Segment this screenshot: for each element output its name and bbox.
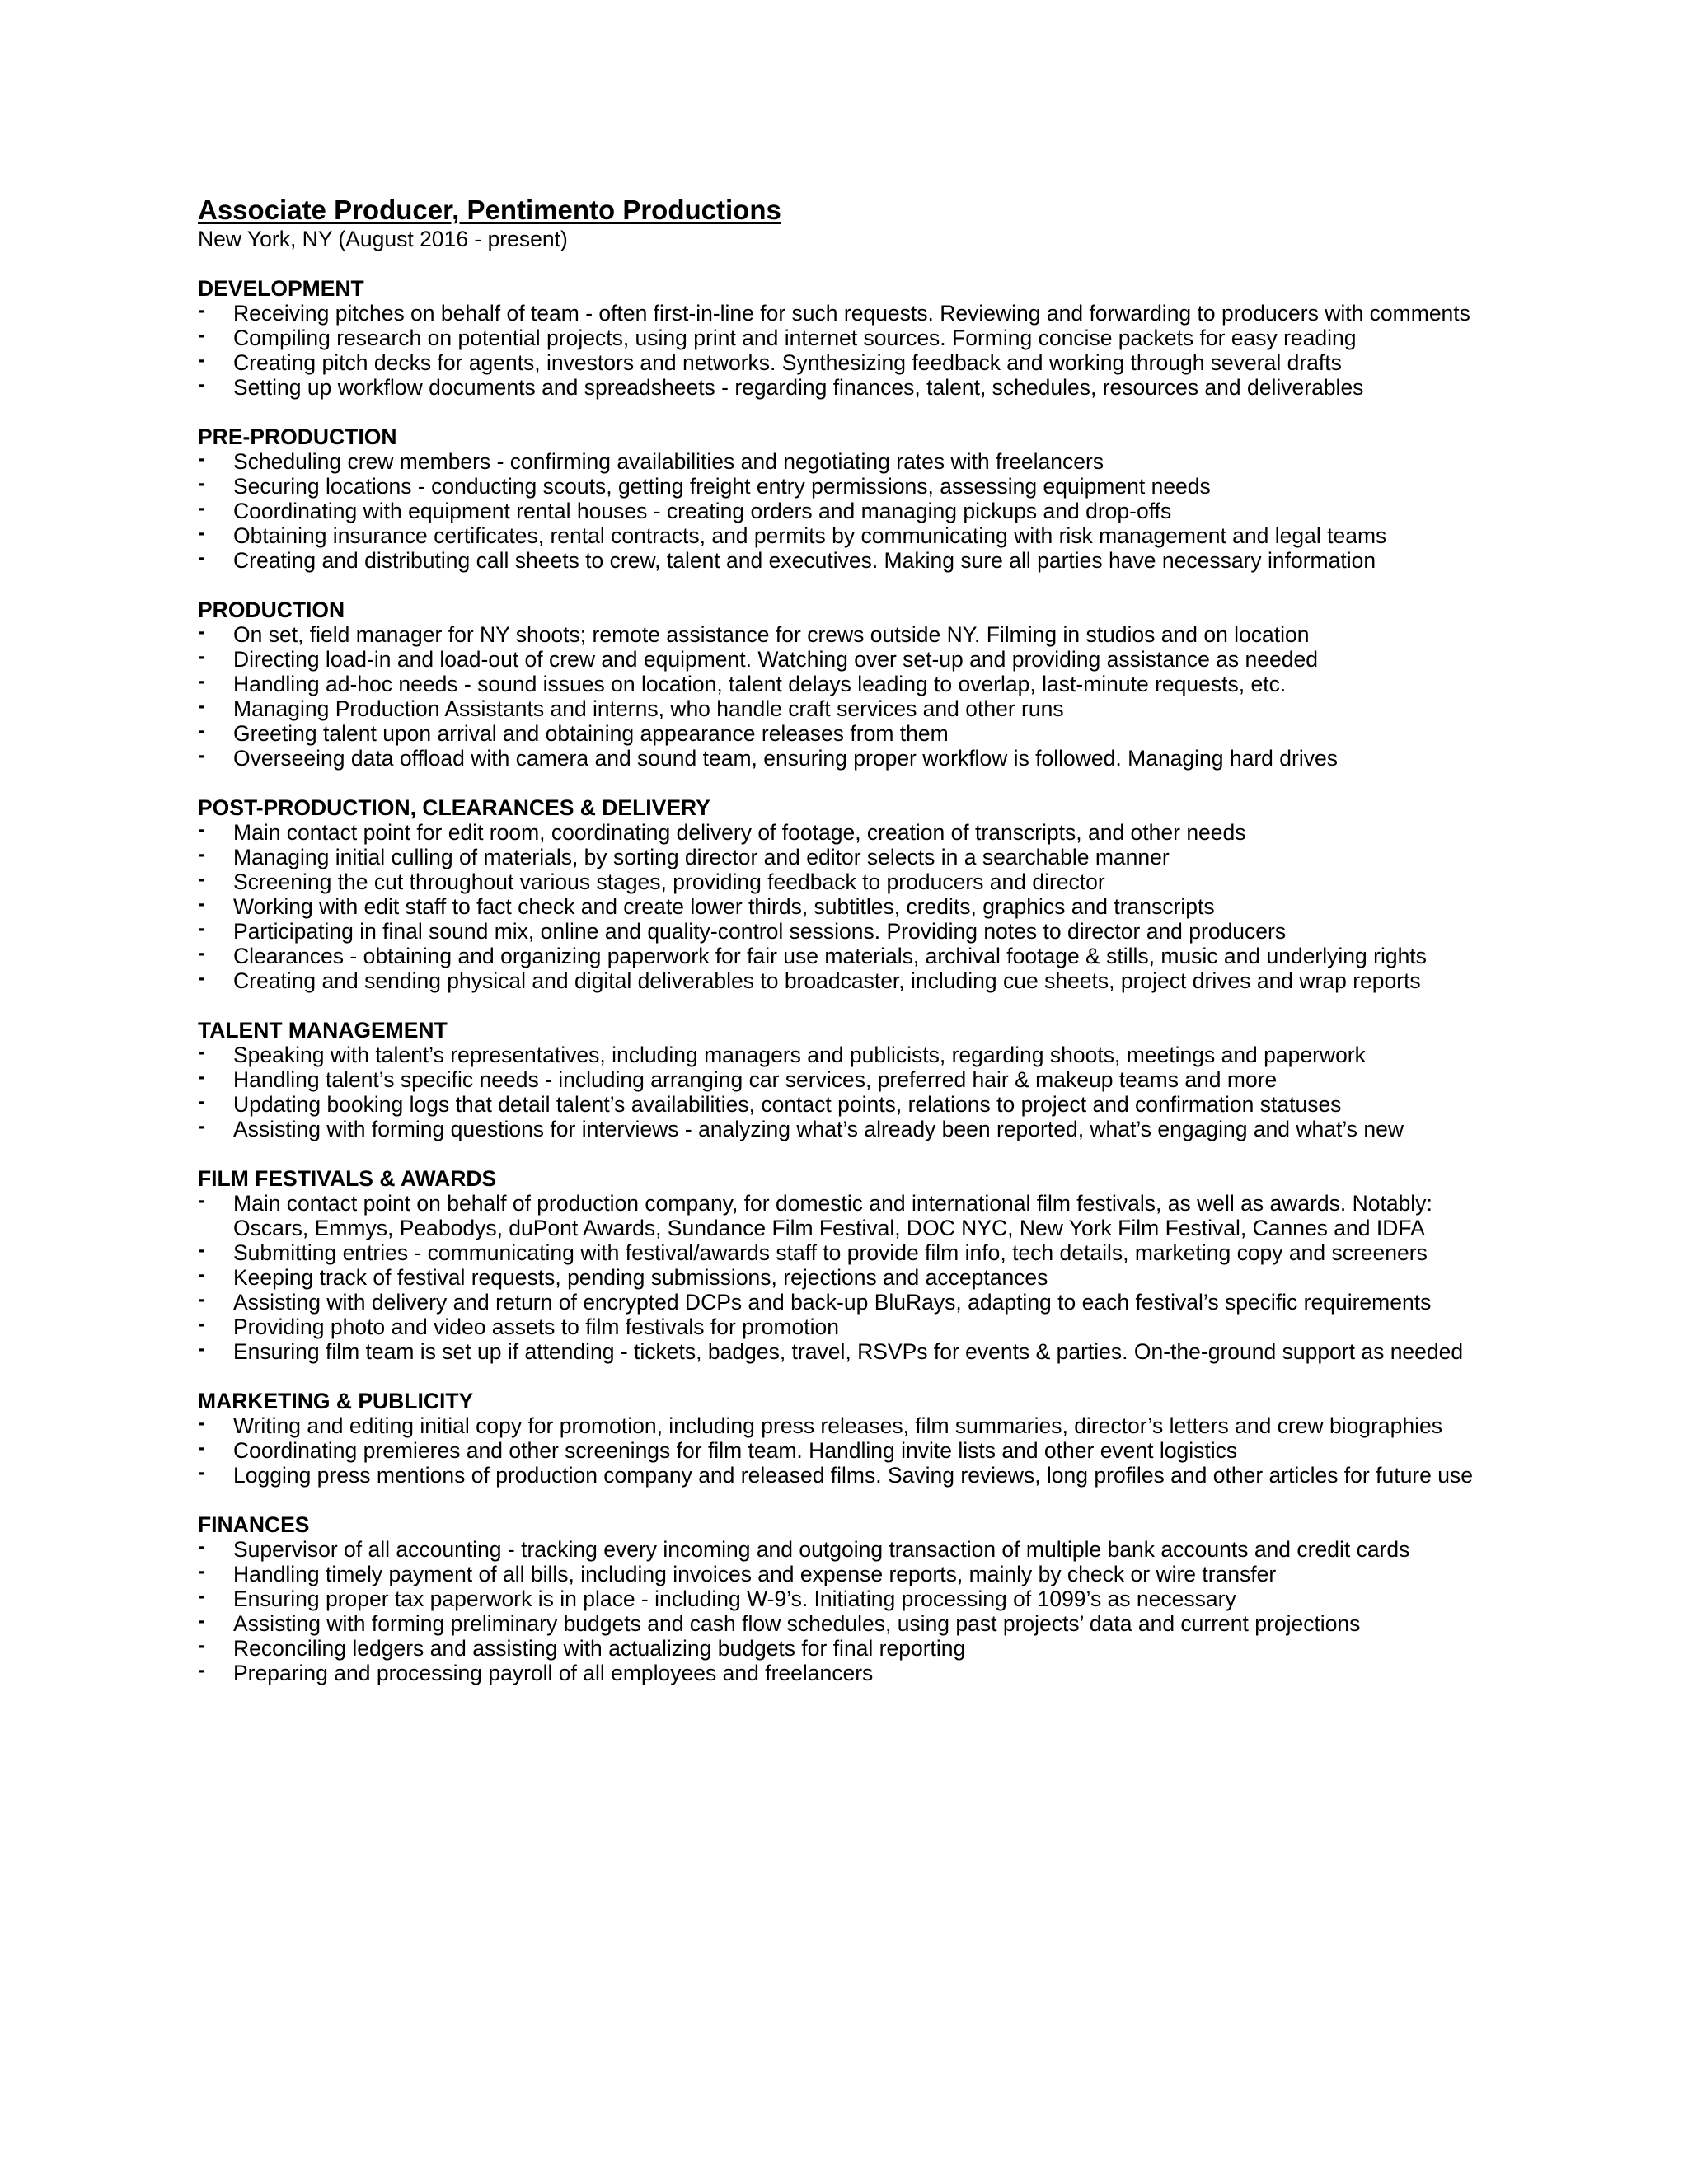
list-item xyxy=(198,1286,1533,1315)
bullet-dash-icon: - xyxy=(198,1188,205,1212)
list-item xyxy=(198,1237,1533,1265)
list-item-text: Main contact point on behalf of production company, for domestic and international film festivals, as well as awards. Notably: xyxy=(233,1191,1432,1216)
list-item xyxy=(198,1311,1533,1339)
list-item-text: Coordinating premieres and other screenings for film team. Handling invite lists and other event logistics xyxy=(233,1438,1238,1463)
bullet-list xyxy=(198,1534,1533,1685)
list-item-text: Writing and editing initial copy for promotion, including press releases, film summaries, director’s letters and crew biographies xyxy=(233,1413,1442,1438)
section-development xyxy=(198,276,1533,400)
section-heading: TALENT MANAGEMENT xyxy=(198,1018,448,1043)
bullet-dash-icon: - xyxy=(198,347,205,372)
list-item-text: Setting up workflow documents and spreadsheets - regarding finances, talent, schedules, resources and deliverables xyxy=(233,375,1364,400)
list-item xyxy=(198,1089,1533,1117)
list-item-text: On set, field manager for NY shoots; remote assistance for crews outside NY. Filming in studios and on location xyxy=(233,622,1310,647)
list-item xyxy=(198,520,1533,548)
list-item-text: Oscars, Emmys, Peabodys, duPont Awards, Sundance Film Festival, DOC NYC, New York Film Festival, Cannes and IDFA xyxy=(233,1216,1425,1240)
list-item xyxy=(198,1558,1533,1586)
list-item xyxy=(198,1064,1533,1092)
section-heading: PRE-PRODUCTION xyxy=(198,424,397,449)
list-item-text: Greeting talent upon arrival and obtaining appearance releases from them xyxy=(233,721,949,746)
list-item xyxy=(198,1657,1533,1685)
list-item xyxy=(198,743,1533,771)
bullet-dash-icon: - xyxy=(198,866,205,891)
bullet-dash-icon: - xyxy=(198,545,205,569)
bullet-dash-icon: - xyxy=(198,693,205,718)
bullet-dash-icon: - xyxy=(198,471,205,495)
list-item xyxy=(198,718,1533,746)
list-item-text: Handling ad-hoc needs - sound issues on location, talent delays leading to overlap, last-minute requests, etc. xyxy=(233,672,1287,696)
bullet-dash-icon: - xyxy=(198,718,205,743)
list-item-text: Overseeing data offload with camera and sound team, ensuring proper workflow is followed. Managing hard drives xyxy=(233,746,1338,771)
bullet-dash-icon: - xyxy=(198,1237,205,1262)
list-item-text: Main contact point for edit room, coordinating delivery of footage, creation of transcripts, and other needs xyxy=(233,820,1246,845)
bullet-dash-icon: - xyxy=(198,1039,205,1064)
list-item-text: Directing load-in and load-out of crew and equipment. Watching over set-up and providing assistance as needed xyxy=(233,647,1318,672)
bullet-dash-icon: - xyxy=(198,372,205,396)
bullet-dash-icon: - xyxy=(198,916,205,940)
list-item-text: Supervisor of all accounting - tracking every incoming and outgoing transaction of multiple bank accounts and credit cards xyxy=(233,1537,1410,1562)
list-item-text: Compiling research on potential projects, using print and internet sources. Forming concise packets for easy reading xyxy=(233,326,1357,350)
list-item xyxy=(198,1435,1533,1463)
section-finances xyxy=(198,1512,1533,1685)
bullet-list xyxy=(198,1188,1533,1364)
list-item xyxy=(198,495,1533,523)
list-item-text: Assisting with delivery and return of encrypted DCPs and back-up BluRays, adapting to each festival’s specific requirements xyxy=(233,1290,1432,1315)
list-item xyxy=(198,347,1533,375)
list-item-text: Managing initial culling of materials, by sorting director and editor selects in a searchable manner xyxy=(233,845,1170,869)
list-item-text: Participating in final sound mix, online and quality-control sessions. Providing notes to director and producers xyxy=(233,919,1287,944)
list-item xyxy=(198,866,1533,894)
bullet-dash-icon: - xyxy=(198,1311,205,1336)
list-item xyxy=(198,644,1533,672)
bullet-dash-icon: - xyxy=(198,1460,205,1484)
bullet-list xyxy=(198,1410,1533,1488)
bullet-dash-icon: - xyxy=(198,1435,205,1460)
list-item xyxy=(198,693,1533,721)
list-item xyxy=(198,1188,1533,1240)
list-item xyxy=(198,916,1533,944)
bullet-list xyxy=(198,298,1533,400)
bullet-dash-icon: - xyxy=(198,668,205,693)
list-item-text: Coordinating with equipment rental houses - creating orders and managing pickups and drop-offs xyxy=(233,499,1172,523)
list-item-text: Ensuring proper tax paperwork is in place - including W-9’s. Initiating processing of 1099’s as necessary xyxy=(233,1586,1236,1611)
list-item-text: Preparing and processing payroll of all employees and freelancers xyxy=(233,1661,874,1685)
list-item-text: Handling timely payment of all bills, including invoices and expense reports, mainly by check or wire transfer xyxy=(233,1562,1277,1586)
list-item xyxy=(198,1262,1533,1290)
list-item-text: Keeping track of festival requests, pending submissions, rejections and acceptances xyxy=(233,1265,1048,1290)
list-item xyxy=(198,1608,1533,1636)
list-item-text: Screening the cut throughout various stages, providing feedback to producers and director xyxy=(233,869,1105,894)
list-item xyxy=(198,1583,1533,1611)
list-item-text: Handling talent’s specific needs - including arranging car services, preferred hair & makeup teams and more xyxy=(233,1067,1278,1092)
list-item-text: Assisting with forming questions for interviews - analyzing what’s already been reported, what’s engaging and what’s new xyxy=(233,1117,1404,1141)
bullet-dash-icon: - xyxy=(198,1336,205,1361)
list-item-text: Obtaining insurance certificates, rental contracts, and permits by communicating with risk management and legal teams xyxy=(233,523,1387,548)
section-heading: POST-PRODUCTION, CLEARANCES & DELIVERY xyxy=(198,795,710,820)
bullet-dash-icon: - xyxy=(198,1583,205,1608)
list-item-text: Providing photo and video assets to film festivals for promotion xyxy=(233,1315,840,1339)
list-item xyxy=(198,298,1533,326)
bullet-dash-icon: - xyxy=(198,1286,205,1311)
list-item xyxy=(198,1534,1533,1562)
list-item-text: Securing locations - conducting scouts, getting freight entry permissions, assessing equipment needs xyxy=(233,474,1211,499)
list-item xyxy=(198,322,1533,350)
bullet-dash-icon: - xyxy=(198,1410,205,1435)
list-item xyxy=(198,1113,1533,1141)
list-item-text: Ensuring film team is set up if attending - tickets, badges, travel, RSVPs for events & parties. On-the-ground support as needed xyxy=(233,1339,1464,1364)
list-item-text: Receiving pitches on behalf of team - often first-in-line for such requests. Reviewing and forwarding to producers with comments xyxy=(233,301,1470,326)
list-item xyxy=(198,1460,1533,1488)
list-item-text: Logging press mentions of production company and released films. Saving reviews, long profiles and other articles for future use xyxy=(233,1463,1473,1488)
list-item-text: Updating booking logs that detail talent’s availabilities, contact points, relations to project and confirmation statuses xyxy=(233,1092,1342,1117)
sections-container xyxy=(198,276,1533,1685)
list-item xyxy=(198,1633,1533,1661)
bullet-dash-icon: - xyxy=(198,298,205,322)
list-item-text: Working with edit staff to fact check and create lower thirds, subtitles, credits, graphics and transcripts xyxy=(233,894,1215,919)
list-item xyxy=(198,891,1533,919)
list-item-text: Creating and sending physical and digital deliverables to broadcaster, including cue sheets, project drives and wrap reports xyxy=(233,968,1421,993)
bullet-dash-icon: - xyxy=(198,322,205,347)
list-item xyxy=(198,619,1533,647)
section-marketing-publicity xyxy=(198,1389,1533,1488)
list-item xyxy=(198,1039,1533,1067)
bullet-dash-icon: - xyxy=(198,520,205,545)
list-item xyxy=(198,545,1533,573)
section-pre-production xyxy=(198,424,1533,573)
bullet-dash-icon: - xyxy=(198,1534,205,1558)
section-production xyxy=(198,598,1533,771)
bullet-dash-icon: - xyxy=(198,446,205,471)
bullet-list xyxy=(198,1039,1533,1141)
section-heading: FILM FESTIVALS & AWARDS xyxy=(198,1166,497,1191)
list-item xyxy=(198,446,1533,474)
bullet-dash-icon: - xyxy=(198,1262,205,1286)
bullet-list xyxy=(198,446,1533,573)
section-film-festivals-awards xyxy=(198,1166,1533,1364)
list-item xyxy=(198,1410,1533,1438)
bullet-list xyxy=(198,817,1533,993)
job-title: Associate Producer, Pentimento Productions xyxy=(198,194,781,225)
section-heading: PRODUCTION xyxy=(198,598,345,622)
list-item xyxy=(198,841,1533,869)
bullet-dash-icon: - xyxy=(198,841,205,866)
list-item xyxy=(198,965,1533,993)
list-item-text: Assisting with forming preliminary budgets and cash flow schedules, using past projects’ data and current projections xyxy=(233,1611,1361,1636)
bullet-dash-icon: - xyxy=(198,743,205,767)
list-item xyxy=(198,940,1533,968)
bullet-dash-icon: - xyxy=(198,1633,205,1657)
section-post-production-clearances-delivery xyxy=(198,795,1533,993)
bullet-dash-icon: - xyxy=(198,644,205,668)
bullet-dash-icon: - xyxy=(198,619,205,644)
list-item-text: Managing Production Assistants and interns, who handle craft services and other runs xyxy=(233,696,1064,721)
list-item-text: Scheduling crew members - confirming availabilities and negotiating rates with freelancers xyxy=(233,449,1104,474)
bullet-dash-icon: - xyxy=(198,1113,205,1138)
list-item-text: Clearances - obtaining and organizing paperwork for fair use materials, archival footage & stills, music and underlying rights xyxy=(233,944,1427,968)
bullet-dash-icon: - xyxy=(198,891,205,916)
list-item xyxy=(198,372,1533,400)
list-item-text: Creating and distributing call sheets to crew, talent and executives. Making sure all parties have necessary information xyxy=(233,548,1376,573)
list-item xyxy=(198,471,1533,499)
list-item xyxy=(198,668,1533,696)
bullet-dash-icon: - xyxy=(198,1608,205,1633)
list-item xyxy=(198,817,1533,845)
bullet-dash-icon: - xyxy=(198,1064,205,1089)
list-item-text: Submitting entries - communicating with festival/awards staff to provide film info, tech details, marketing copy and screeners xyxy=(233,1240,1428,1265)
bullet-dash-icon: - xyxy=(198,940,205,965)
section-heading: FINANCES xyxy=(198,1512,310,1537)
bullet-dash-icon: - xyxy=(198,1558,205,1583)
bullet-dash-icon: - xyxy=(198,495,205,520)
bullet-dash-icon: - xyxy=(198,1657,205,1682)
list-item-text: Creating pitch decks for agents, investors and networks. Synthesizing feedback and working through several drafts xyxy=(233,350,1342,375)
list-item-text: Reconciling ledgers and assisting with actualizing budgets for final reporting xyxy=(233,1636,966,1661)
resume-page xyxy=(198,194,1533,1710)
section-talent-management xyxy=(198,1018,1533,1141)
section-heading: MARKETING & PUBLICITY xyxy=(198,1389,474,1413)
section-heading: DEVELOPMENT xyxy=(198,276,364,301)
bullet-list xyxy=(198,619,1533,771)
list-item-text: Speaking with talent’s representatives, including managers and publicists, regarding shoots, meetings and paperwork xyxy=(233,1043,1366,1067)
list-item xyxy=(198,1336,1533,1364)
job-location: New York, NY (August 2016 - present) xyxy=(198,227,568,251)
bullet-dash-icon: - xyxy=(198,965,205,990)
bullet-dash-icon: - xyxy=(198,1089,205,1113)
bullet-dash-icon: - xyxy=(198,817,205,841)
